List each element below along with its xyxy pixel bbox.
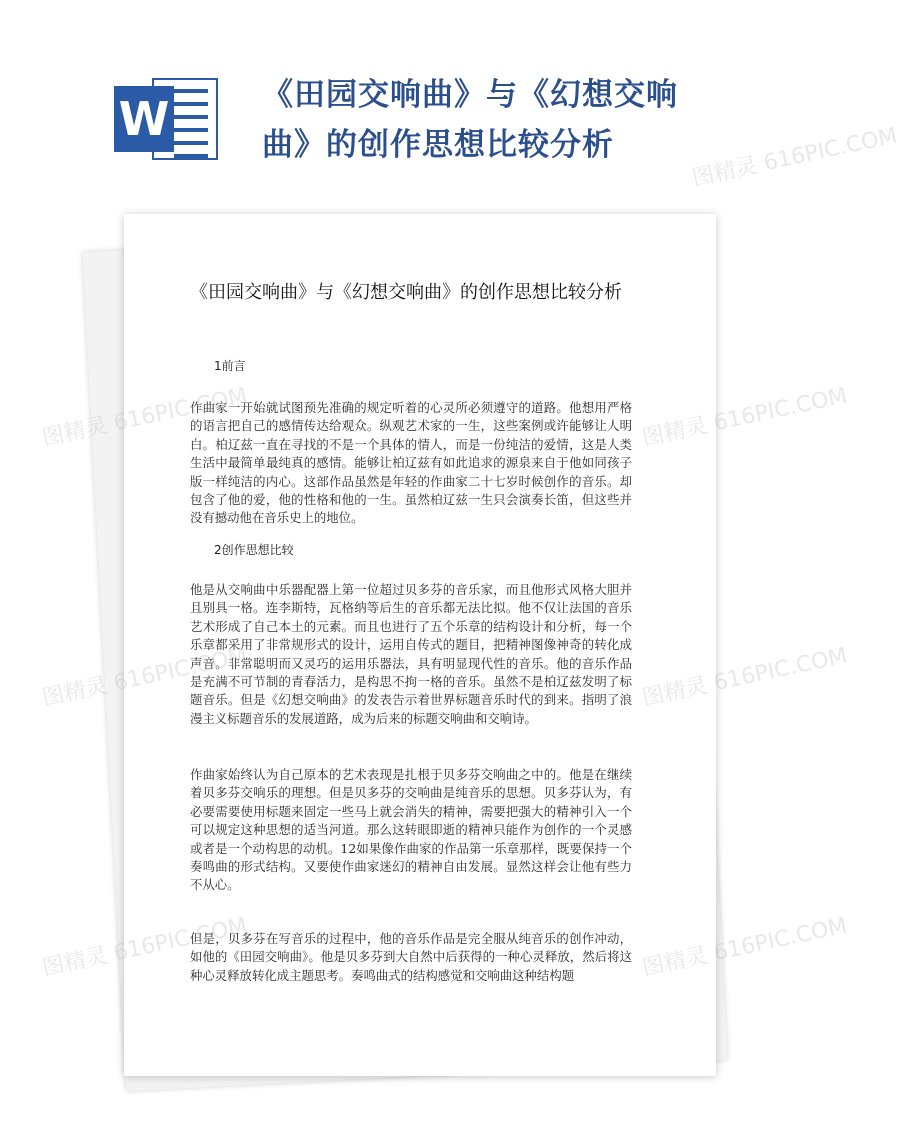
paragraph-comparison-1: 他是从交响曲中乐器配器上第一位超过贝多芬的音乐家，而且他形式风格大胆并且别具一格。连李斯特，瓦格纳等后生的音乐都无法比拟。他不仅让法国的音乐艺术形成了自己本土的元素。而且也进行了五个乐章的结构设计和分析，每一个乐章都采用了非常规形式的设计，运用自传式的题目，把精神图像神奇的转化成声音。非常聪明而又灵巧的运用乐器法，具有明显现代性的音乐。他的音乐作品是充满不可节制的青春活力，是构思不拘一格的音乐。虽然不是柏辽兹发明了标题音乐。但是《幻想交响曲》的发表告示着世界标题音乐时代的到来。指明了浪漫主义标题音乐的发展道路，成为后来的标题交响曲和交响诗。 xyxy=(190,582,632,726)
word-document-icon xyxy=(114,74,218,164)
header-banner xyxy=(0,0,800,200)
document-title: 《田园交响曲》与《幻想交响曲》的创作思想比较分析 xyxy=(190,282,622,303)
section-heading-intro: 1前言 xyxy=(214,359,246,373)
watermark: 图精灵 616PIC.COM xyxy=(40,643,250,712)
word-letter-tile: W xyxy=(114,86,174,152)
watermark: 图精灵 616PIC.COM xyxy=(640,383,850,452)
paragraph-intro: 作曲家一开始就试图预先准确的规定听着的心灵所必须遵守的道路。他想用严格的语言把自己的感情传达给观众。纵观艺术家的一生，这些案例或许能够让人明白。柏辽兹一直在寻找的不是一个具体的情人，而是一份纯洁的爱情，这是人类生活中最简单最纯真的感情。能够让柏辽兹有如此追求的源泉来自于他如同孩子版一样纯洁的内心。这部作品虽然是年轻的作曲家二十七岁时候创作的音乐。却包含了他的爱，他的性格和他的一生。虽然柏辽兹一生只会演奏长笛，但这些并没有撼动他在音乐史上的地位。 xyxy=(190,400,632,526)
banner-title: 《田园交响曲》与《幻想交响曲》的创作思想比较分析 xyxy=(262,77,678,163)
section-heading-comparison: 2创作思想比较 xyxy=(214,543,294,557)
paragraph-comparison-3: 但是，贝多芬在写音乐的过程中，他的音乐作品是完全服从纯音乐的创作冲动，如他的《田园交响曲》。他是贝多芬到大自然中后获得的一种心灵释放，然后将这种心灵释放转化成主题思考。奏鸣曲式的结构感觉和交响曲这种结构题 xyxy=(190,931,632,983)
paragraph-comparison-2: 作曲家始终认为自己原本的艺术表现是扎根于贝多芬交响曲之中的。他是在继续着贝多芬交响乐的理想。但是贝多芬的交响曲是纯音乐的思想。贝多芬认为，有必要需要使用标题来固定一些马上就会消失的精神，需要把强大的精神引入一个可以规定这种思想的适当河道。那么这转眼即逝的精神只能作为创作的一个灵感或者是一个动构思的动机。12如果像作曲家的作品第一乐章那样，既要保持一个奏鸣曲的形式结构。又要使作曲家迷幻的精神自由发展。显然这样会让他有些力不从心。 xyxy=(190,767,632,893)
watermark: 图精灵 616PIC.COM xyxy=(640,643,850,712)
watermark: 图精灵 616PIC.COM xyxy=(40,383,250,452)
watermark: 图精灵 616PIC.COM xyxy=(40,913,250,982)
watermark: 图精灵 616PIC.COM xyxy=(640,913,850,982)
watermark: 图精灵 616PIC.COM xyxy=(690,123,900,192)
